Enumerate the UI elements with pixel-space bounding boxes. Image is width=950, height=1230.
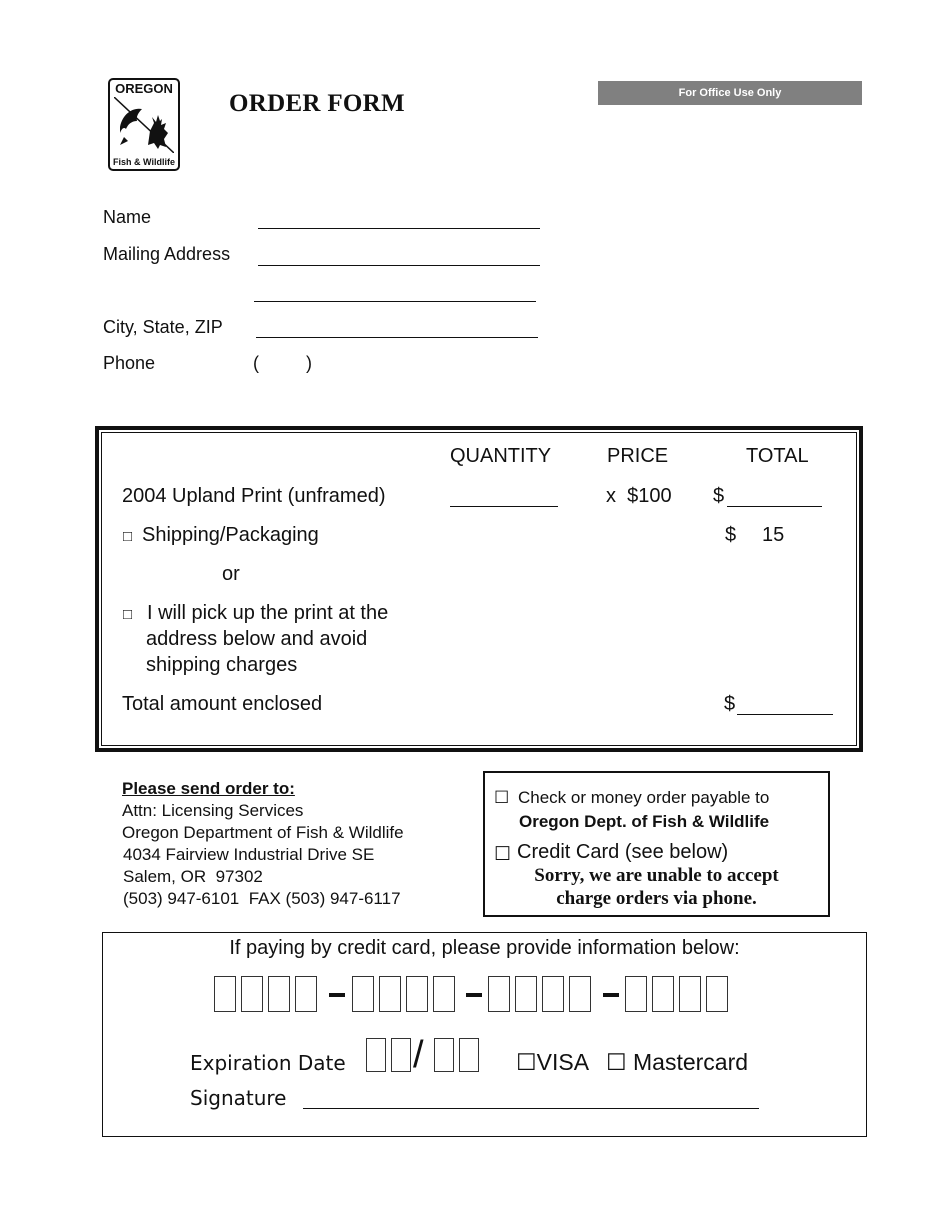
total-enclosed-field[interactable] xyxy=(737,714,833,715)
city-state-zip-field[interactable] xyxy=(256,337,538,338)
card-digit-box[interactable] xyxy=(488,976,510,1012)
item-total-field[interactable] xyxy=(727,506,822,507)
signature-label: Signature xyxy=(190,1086,287,1110)
office-use-banner: For Office Use Only xyxy=(598,81,862,105)
name-label: Name xyxy=(103,207,152,227)
pickup-line-3: shipping charges xyxy=(146,654,298,676)
payee-name: Oregon Dept. of Fish & Wildlife xyxy=(519,812,770,831)
card-digit-box[interactable] xyxy=(515,976,537,1012)
card-digit-box[interactable] xyxy=(379,976,401,1012)
page-title: ORDER FORM xyxy=(229,90,405,117)
price-header: PRICE xyxy=(607,445,669,467)
fish-and-elk-icon xyxy=(114,97,174,153)
card-digit-box[interactable] xyxy=(214,976,236,1012)
card-digit-box[interactable] xyxy=(569,976,591,1012)
or-label: or xyxy=(222,563,240,585)
expiration-year-digit[interactable] xyxy=(434,1038,454,1072)
card-digit-box[interactable] xyxy=(679,976,701,1012)
card-digit-box[interactable] xyxy=(652,976,674,1012)
city-state-zip-label: City, State, ZIP xyxy=(103,317,223,337)
pickup-checkbox[interactable]: □ xyxy=(123,606,133,623)
shipping-checkbox[interactable]: □ xyxy=(123,528,133,545)
item-label: 2004 Upland Print (unframed) xyxy=(122,485,386,507)
address-street: 4034 Fairview Industrial Drive SE xyxy=(123,845,375,864)
address-line-2-field[interactable] xyxy=(254,301,536,302)
shipping-label: Shipping/Packaging xyxy=(142,524,319,546)
phone-notice-line-1: Sorry, we are unable to accept xyxy=(534,865,779,886)
card-digit-box[interactable] xyxy=(706,976,728,1012)
card-digit-box[interactable] xyxy=(433,976,455,1012)
card-digit-box[interactable] xyxy=(625,976,647,1012)
pickup-line-2: address below and avoid xyxy=(146,628,368,650)
logo-top-text: OREGON xyxy=(115,81,173,96)
mastercard-option[interactable]: ☐ Mastercard xyxy=(606,1049,749,1075)
expiration-year-digit[interactable] xyxy=(459,1038,479,1072)
total-enclosed-currency: $ xyxy=(724,693,736,715)
card-digit-box[interactable] xyxy=(295,976,317,1012)
card-digit-box[interactable] xyxy=(268,976,290,1012)
item-price: x $100 xyxy=(606,485,672,507)
shipping-currency: $ xyxy=(725,524,737,546)
address-phone-fax: (503) 947-6101 FAX (503) 947-6117 xyxy=(123,889,401,908)
shipping-amount: 15 xyxy=(762,524,785,546)
logo-bottom-text: Fish & Wildlife xyxy=(113,157,175,167)
total-enclosed-label: Total amount enclosed xyxy=(122,693,323,715)
visa-option[interactable]: ☐VISA xyxy=(516,1049,590,1075)
credit-card-label: Credit Card (see below) xyxy=(517,841,729,863)
address-department: Oregon Department of Fish & Wildlife xyxy=(122,823,404,842)
credit-card-instruction: If paying by credit card, please provide information below: xyxy=(229,937,740,959)
card-number-separator xyxy=(603,993,619,997)
card-digit-box[interactable] xyxy=(352,976,374,1012)
phone-label: Phone xyxy=(103,353,156,373)
expiration-separator: / xyxy=(413,1034,424,1076)
send-order-heading: Please send order to: xyxy=(122,779,295,798)
address-city: Salem, OR 97302 xyxy=(123,867,263,886)
card-number-separator xyxy=(466,993,482,997)
expiration-date-label: Expiration Date xyxy=(190,1051,346,1075)
phone-notice-line-2: charge orders via phone. xyxy=(556,888,757,909)
phone-area-code-field[interactable] xyxy=(262,350,302,376)
card-digit-box[interactable] xyxy=(542,976,564,1012)
name-field[interactable] xyxy=(258,228,540,229)
phone-area-close: ) xyxy=(306,353,312,373)
card-digit-box[interactable] xyxy=(406,976,428,1012)
mailing-address-label: Mailing Address xyxy=(103,244,231,264)
phone-number-field[interactable] xyxy=(322,350,522,376)
address-attn: Attn: Licensing Services xyxy=(122,801,304,820)
card-digit-box[interactable] xyxy=(241,976,263,1012)
check-label: Check or money order payable to xyxy=(518,788,770,807)
quantity-field[interactable] xyxy=(450,506,558,507)
card-number-separator xyxy=(329,993,345,997)
signature-field[interactable] xyxy=(303,1108,759,1109)
phone-area-open: ( xyxy=(253,353,259,373)
item-total-currency: $ xyxy=(713,485,725,507)
expiration-month-digit[interactable] xyxy=(366,1038,386,1072)
address-line-1-field[interactable] xyxy=(258,265,540,266)
pickup-line-1: I will pick up the print at the xyxy=(147,602,389,624)
credit-card-checkbox[interactable]: ☐ xyxy=(494,844,512,865)
total-header: TOTAL xyxy=(746,445,809,467)
odfw-logo xyxy=(108,78,180,171)
expiration-month-digit[interactable] xyxy=(391,1038,411,1072)
quantity-header: QUANTITY xyxy=(450,445,552,467)
check-checkbox[interactable]: ☐ xyxy=(494,788,510,807)
